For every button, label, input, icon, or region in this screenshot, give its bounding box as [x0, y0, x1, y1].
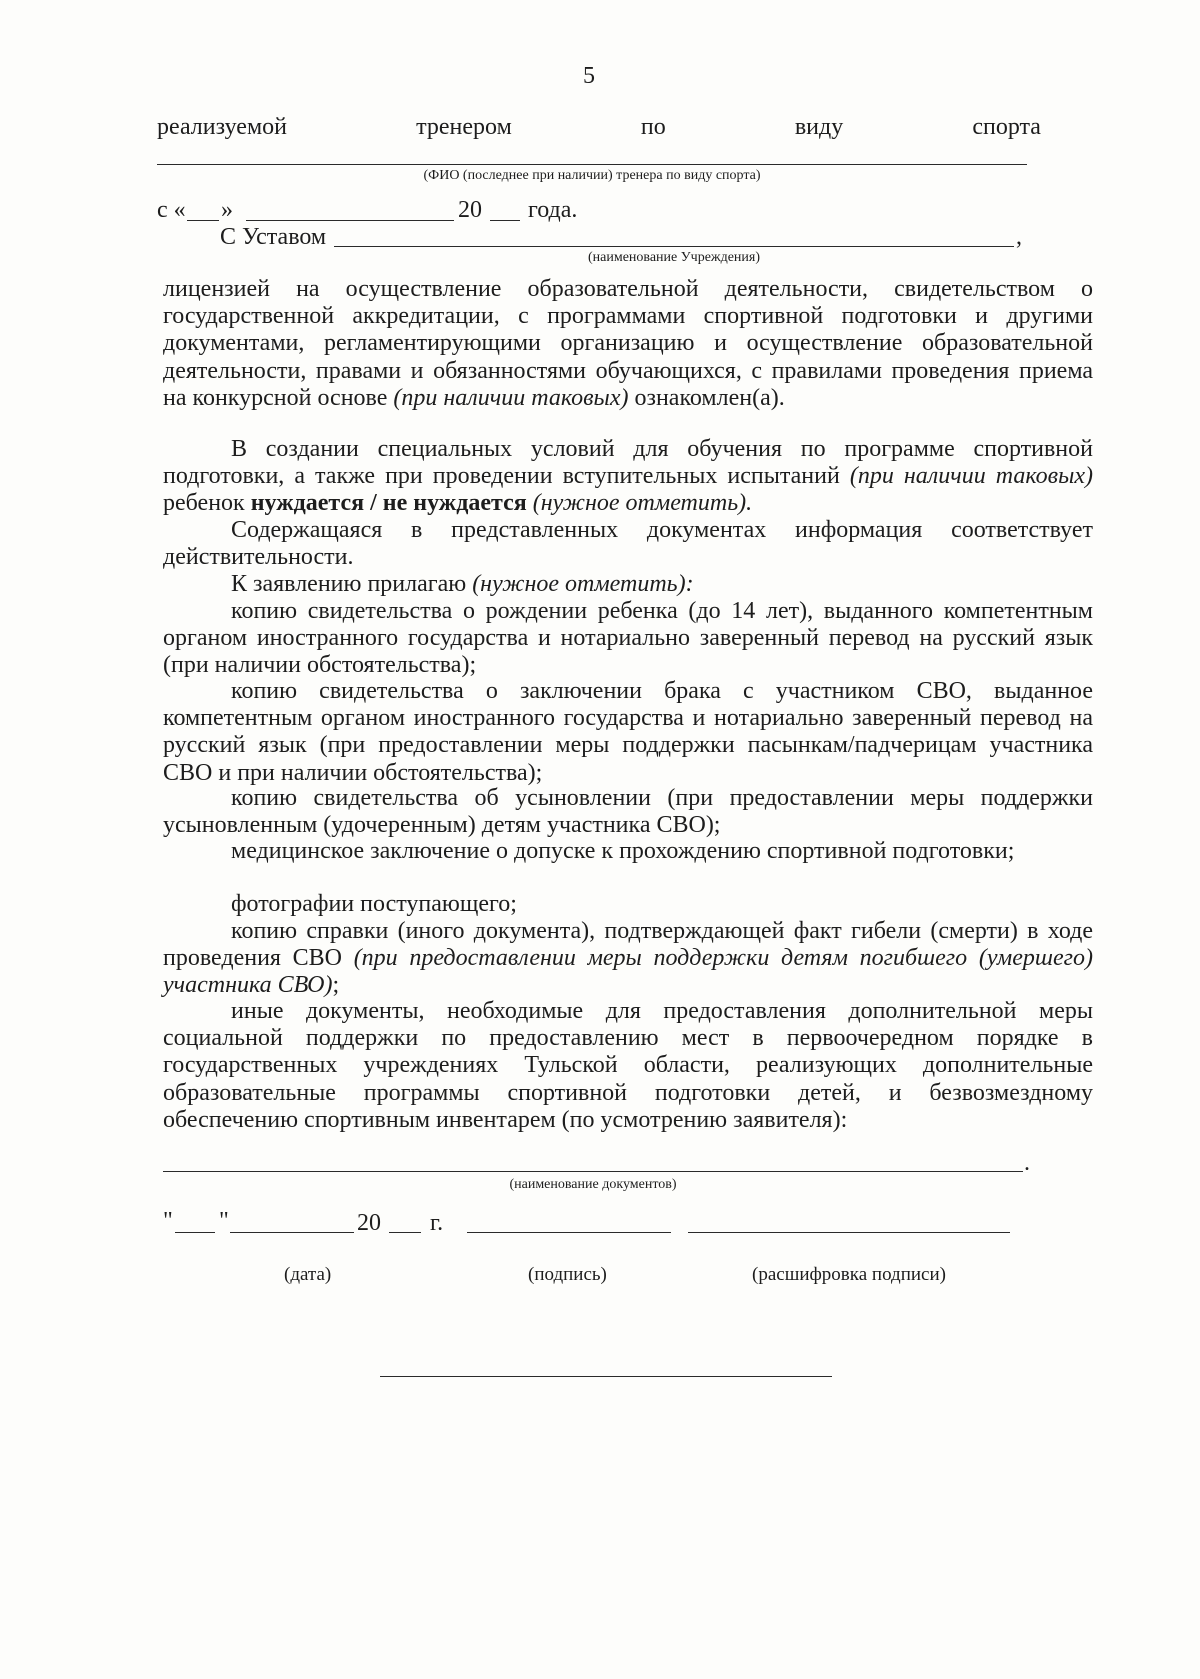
sign-quote-close: "	[219, 1208, 229, 1234]
date-year-prefix: 20	[458, 197, 482, 223]
paragraph-italic: (нужное отметить).	[526, 490, 753, 517]
signature-decode-field[interactable]	[688, 1232, 1010, 1233]
documents-caption: (наименование документов)	[509, 1177, 677, 1192]
paragraph-italic: (при предоставлении меры поддержки детям погибшего (умершего) участника СВО)	[163, 945, 1093, 999]
sign-year-prefix: 20	[357, 1210, 381, 1236]
attachment-item-adoption-certificate[interactable]: копию свидетельства об усыновлении (при предоставлении меры поддержки усыновленным (удочеренным) детям участника СВО);	[163, 785, 1093, 839]
paragraph-italic: (нужное отметить):	[472, 571, 694, 597]
attachment-item-medical-report[interactable]: медицинское заключение о допуске к прохождению спортивной подготовки;	[231, 838, 1015, 864]
sign-month-field[interactable]	[230, 1232, 354, 1233]
attachment-item-birth-certificate[interactable]: копию свидетельства о рождении ребенка (до 14 лет), выданного компетентным органом иностранного государства и нотариально заверенный перевод на русский язык (при наличии обстоятельства);	[163, 598, 1093, 679]
institution-caption: (наименование Учреждения)	[587, 250, 761, 265]
sign-quote-open: "	[163, 1208, 173, 1234]
paragraph-text: лицензией на осуществление образовательной деятельности, свидетельством о государственной аккредитации, с программами спортивной подготовки и другими документами, регламентирующими организацию и осуществление образовательной деятельности, правами и обязанностями обучающихся, с правилами проведения приема на конкурсной основе	[163, 276, 1093, 411]
date-prefix: с «	[157, 197, 186, 223]
paragraph-text: ознакомлен(а).	[628, 384, 785, 411]
documents-end: .	[1024, 1150, 1030, 1176]
attachment-item-marriage-certificate[interactable]: копию свидетельства о заключении брака с участником СВО, выданное компетентным органом иностранного государства и нотариально заверенный перевод на русский язык (при предоставлении меры поддержки пасынкам/падчерицам участника СВО и при наличии обстоятельства);	[163, 678, 1093, 786]
date-suffix: года.	[528, 197, 578, 223]
documents-name-field[interactable]	[163, 1171, 1023, 1172]
signature-field[interactable]	[467, 1232, 671, 1233]
sign-year-field[interactable]	[389, 1232, 421, 1233]
date-caption: (дата)	[284, 1264, 332, 1285]
attachment-item-photos[interactable]: фотографии поступающего;	[231, 891, 517, 917]
needs-option[interactable]: нуждается / не нуждается	[250, 490, 527, 517]
date-mid: »	[221, 197, 233, 223]
top-line-word: виду	[794, 114, 844, 140]
paragraph-italic: (при наличии таковых)	[393, 384, 629, 411]
paragraph-license	[163, 276, 1093, 412]
paragraph-special-conditions	[163, 436, 1093, 518]
sign-day-field[interactable]	[175, 1232, 215, 1233]
page-number: 5	[583, 63, 595, 89]
signature-caption: (подпись)	[528, 1264, 607, 1285]
charter-end: ,	[1016, 224, 1022, 250]
date-year-field[interactable]	[490, 220, 520, 221]
paragraph-text: ;	[332, 972, 340, 999]
bottom-divider	[380, 1376, 832, 1377]
paragraph-italic: (при наличии таковых)	[849, 463, 1093, 490]
coach-name-caption: (ФИО (последнее при наличии) тренера по виду спорта)	[423, 168, 761, 183]
coach-name-field[interactable]	[157, 164, 1027, 165]
top-line	[157, 114, 1041, 140]
paragraph-text: копию справки (иного документа), подтверждающей факт гибели (смерти) в ходе проведения СВО	[163, 918, 1093, 972]
attachment-item-death-certificate[interactable]	[163, 918, 1093, 1000]
paragraph-attachments-intro	[163, 571, 1093, 598]
decode-caption: (расшифровка подписи)	[752, 1264, 946, 1285]
sign-suffix: г.	[430, 1210, 444, 1236]
date-day-field[interactable]	[187, 220, 219, 221]
top-line-word: реализуемой	[157, 114, 287, 140]
paragraph-text: В создании специальных условий для обучения по программе спортивной подготовки, а также при проведении вступительных испытаний	[163, 436, 1093, 490]
institution-name-field[interactable]	[334, 246, 1014, 247]
date-month-field[interactable]	[246, 220, 454, 221]
top-line-word: тренером	[416, 114, 512, 140]
paragraph-text: К заявлению прилагаю	[231, 571, 473, 597]
paragraph-text: ребенок	[163, 490, 251, 517]
attachment-item-other-documents[interactable]: иные документы, необходимые для предоставления дополнительной меры социальной поддержки по предоставлению мест в первоочередном порядке в государственных учреждениях Тульской области, реализующих дополнительные образовательные программы спортивной подготовки детей, и безвозмездному обеспечению спортивным инвентарем (по усмотрению заявителя):	[163, 998, 1093, 1133]
charter-label: С Уставом	[220, 224, 327, 250]
top-line-word: по	[640, 114, 666, 140]
top-line-word: спорта	[972, 114, 1041, 140]
paragraph-info-accuracy: Содержащаяся в представленных документах информация соответствует действительности.	[163, 517, 1093, 571]
